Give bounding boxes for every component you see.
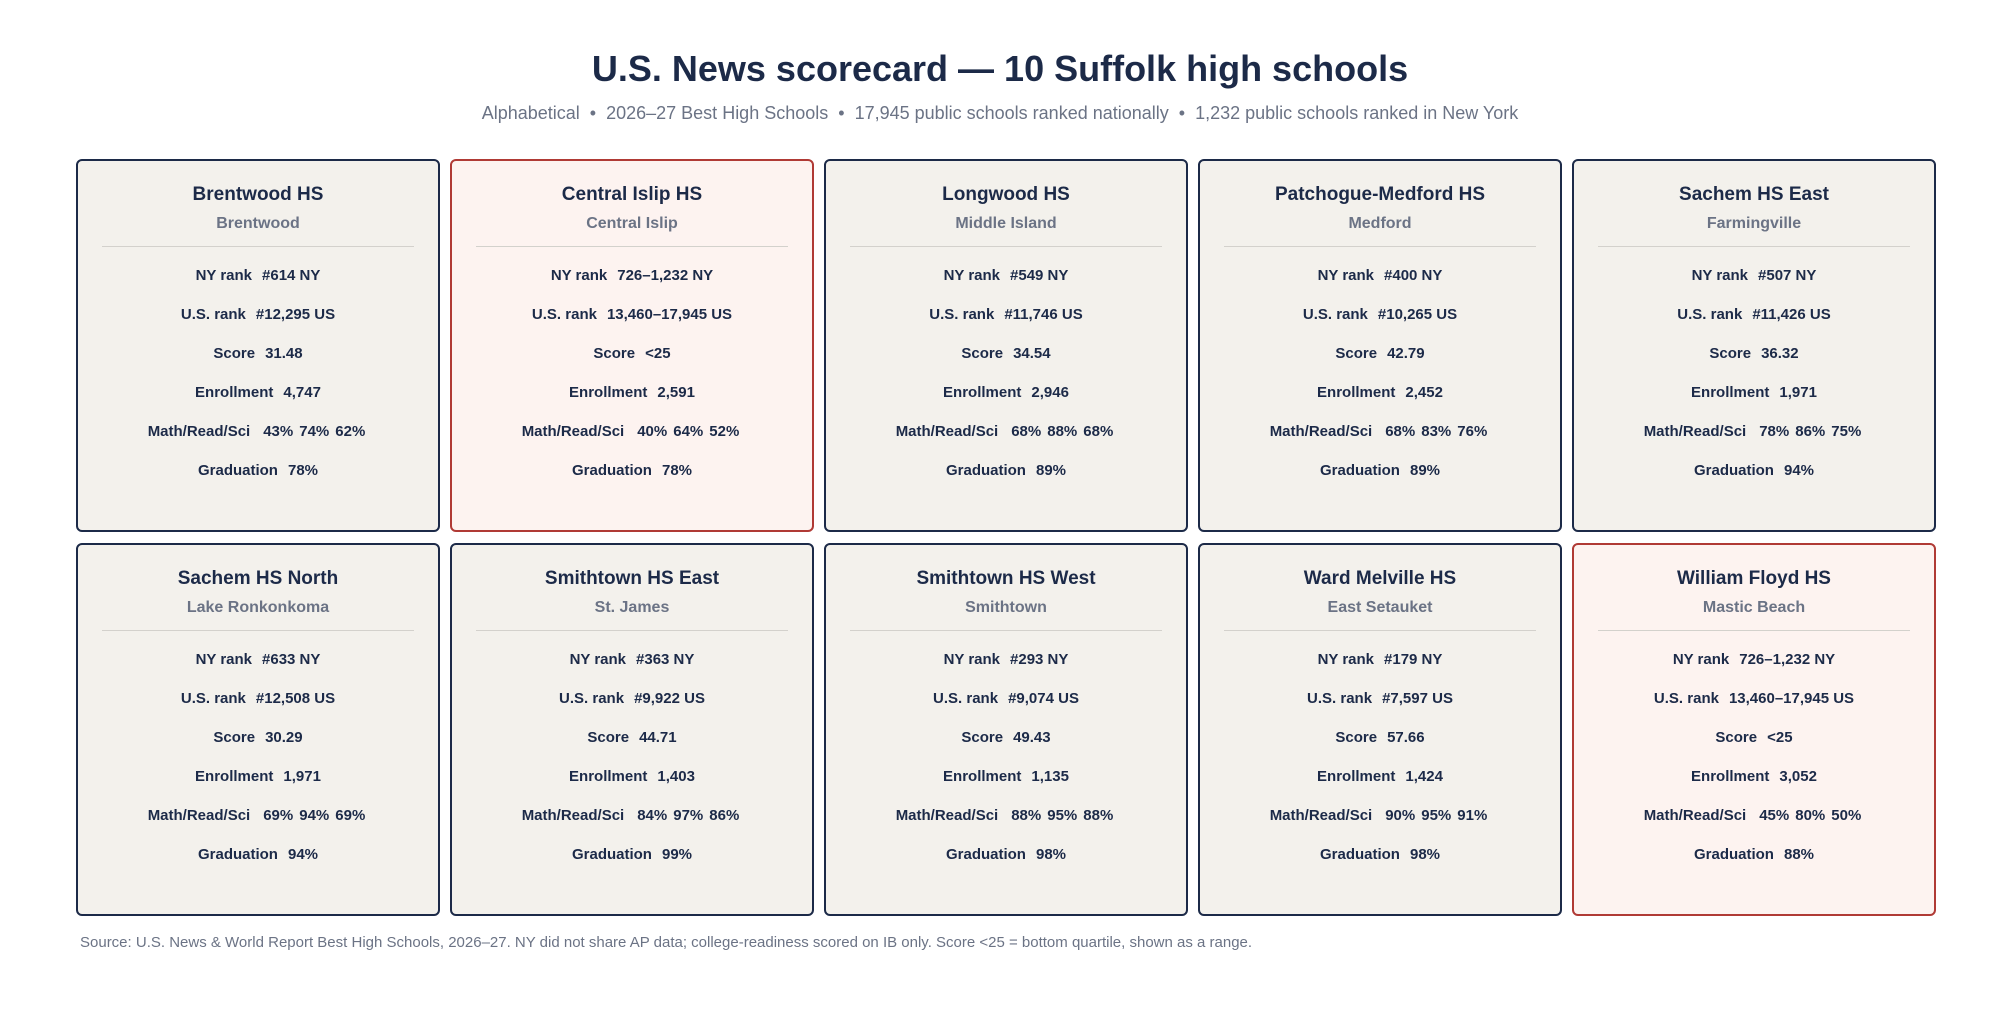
score-row <box>1598 343 1910 382</box>
school-town: St. James <box>594 599 670 616</box>
enrollment-row <box>1224 382 1536 421</box>
enrollment-row-label: Enrollment <box>195 384 274 401</box>
school-town: Smithtown <box>965 599 1047 616</box>
math-read-sci-row <box>1598 421 1910 460</box>
school-town: Brentwood <box>216 215 300 232</box>
enrollment-row-label: Enrollment <box>195 768 274 785</box>
math-read-sci-label: Math/Read/Sci <box>521 423 625 440</box>
score-row-label: Score <box>1335 729 1378 746</box>
school-town: Mastic Beach <box>1702 599 1806 616</box>
ny-rank-row-value: #507 NY <box>1758 267 1817 284</box>
enrollment-row <box>1598 766 1910 805</box>
ny-rank-row-value: 726–1,232 NY <box>1739 651 1836 668</box>
school-card <box>450 543 814 916</box>
score-row-value: <25 <box>645 345 671 362</box>
score-row-label: Score <box>213 729 256 746</box>
read-value: 97% <box>673 807 704 824</box>
math-read-sci-row <box>476 421 788 460</box>
graduation-row-label: Graduation <box>197 462 278 479</box>
school-card <box>824 159 1188 532</box>
enrollment-row <box>476 382 788 421</box>
enrollment-row <box>850 382 1162 421</box>
graduation-row <box>850 460 1162 499</box>
sci-value: 62% <box>335 423 366 440</box>
read-value: 95% <box>1047 807 1078 824</box>
subtitle-separator: • <box>838 103 845 123</box>
score-row <box>476 343 788 382</box>
graduation-row-label: Graduation <box>1319 462 1400 479</box>
enrollment-row-label: Enrollment <box>1317 384 1396 401</box>
us-rank-row-value: 13,460–17,945 US <box>1728 690 1855 707</box>
ny-rank-row-label: NY rank <box>195 651 253 668</box>
graduation-row-label: Graduation <box>945 462 1026 479</box>
sci-value: 69% <box>335 807 366 824</box>
school-card <box>1198 159 1562 532</box>
read-value: 64% <box>673 423 704 440</box>
school-card <box>1572 159 1936 532</box>
sci-value: 68% <box>1083 423 1114 440</box>
score-row <box>102 343 414 382</box>
school-town: Farmingville <box>1706 215 1802 232</box>
sci-value: 50% <box>1831 807 1862 824</box>
score-row-value: 42.79 <box>1387 345 1425 362</box>
sci-value: 86% <box>709 807 740 824</box>
graduation-row-value: 94% <box>287 846 319 863</box>
ny-rank-row-label: NY rank <box>550 267 608 284</box>
ny-rank-row-value: 726–1,232 NY <box>617 267 714 284</box>
school-card <box>1572 543 1936 916</box>
ny-rank-row-value: #633 NY <box>262 651 321 668</box>
enrollment-row-value: 2,591 <box>657 384 695 401</box>
enrollment-row-value: 3,052 <box>1779 768 1817 785</box>
enrollment-row-value: 1,424 <box>1405 768 1443 785</box>
school-card <box>76 159 440 532</box>
graduation-row <box>476 844 788 883</box>
enrollment-row <box>1224 766 1536 805</box>
us-rank-row-label: U.S. rank <box>1653 690 1719 707</box>
graduation-row-value: 94% <box>1783 462 1815 479</box>
subtitle-part: 17,945 public schools ranked nationally <box>854 103 1169 123</box>
ny-rank-row <box>850 265 1162 304</box>
school-name: Central Islip HS <box>561 184 703 205</box>
page-title: U.S. News scorecard — 10 Suffolk high schools <box>591 48 1409 89</box>
graduation-row <box>1598 460 1910 499</box>
math-read-sci-row <box>102 421 414 460</box>
read-value: 95% <box>1421 807 1452 824</box>
read-value: 94% <box>299 807 330 824</box>
score-row <box>850 727 1162 766</box>
scorecard-grid <box>76 159 1936 916</box>
ny-rank-row-label: NY rank <box>569 651 627 668</box>
graduation-row-value: 89% <box>1409 462 1441 479</box>
math-read-sci-label: Math/Read/Sci <box>147 807 251 824</box>
ny-rank-row-label: NY rank <box>943 267 1001 284</box>
score-row <box>476 727 788 766</box>
math-value: 90% <box>1385 807 1416 824</box>
math-value: 45% <box>1759 807 1790 824</box>
math-read-sci-row <box>102 805 414 844</box>
ny-rank-row-value: #293 NY <box>1010 651 1069 668</box>
ny-rank-row-label: NY rank <box>195 267 253 284</box>
math-read-sci-row <box>476 805 788 844</box>
math-value: 68% <box>1385 423 1416 440</box>
graduation-row-value: 78% <box>287 462 319 479</box>
sci-value: 88% <box>1083 807 1114 824</box>
ny-rank-row-label: NY rank <box>1691 267 1749 284</box>
us-rank-row-label: U.S. rank <box>929 306 995 323</box>
ny-rank-row-value: #363 NY <box>636 651 695 668</box>
score-row-value: 36.32 <box>1761 345 1799 362</box>
enrollment-row-label: Enrollment <box>569 384 648 401</box>
score-row <box>1224 727 1536 766</box>
graduation-row-value: 99% <box>661 846 693 863</box>
math-value: 78% <box>1759 423 1790 440</box>
us-rank-row-value: #10,265 US <box>1377 306 1458 323</box>
us-rank-row-label: U.S. rank <box>531 306 597 323</box>
card-divider <box>850 246 1162 247</box>
graduation-row-value: 78% <box>661 462 693 479</box>
ny-rank-row-label: NY rank <box>943 651 1001 668</box>
enrollment-row-value: 2,452 <box>1405 384 1443 401</box>
graduation-row-value: 98% <box>1409 846 1441 863</box>
page-subtitle <box>0 103 2000 124</box>
score-row-value: 30.29 <box>265 729 303 746</box>
graduation-row <box>1224 844 1536 883</box>
graduation-row-label: Graduation <box>1319 846 1400 863</box>
score-row-label: Score <box>213 345 256 362</box>
ny-rank-row <box>850 649 1162 688</box>
math-read-sci-label: Math/Read/Sci <box>1643 423 1747 440</box>
ny-rank-row <box>1598 265 1910 304</box>
us-rank-row-value: #12,508 US <box>255 690 336 707</box>
math-read-sci-label: Math/Read/Sci <box>895 423 999 440</box>
school-name: Sachem HS North <box>177 568 339 589</box>
school-name: Patchogue-Medford HS <box>1274 184 1486 205</box>
score-row-label: Score <box>961 729 1004 746</box>
graduation-row <box>476 460 788 499</box>
enrollment-row <box>476 766 788 805</box>
subtitle-part: 1,232 public schools ranked in New York <box>1195 103 1519 123</box>
graduation-row-label: Graduation <box>945 846 1026 863</box>
ny-rank-row-value: #179 NY <box>1384 651 1443 668</box>
sci-value: 91% <box>1457 807 1488 824</box>
school-name: William Floyd HS <box>1677 568 1831 589</box>
score-row-value: 49.43 <box>1013 729 1051 746</box>
math-value: 68% <box>1011 423 1042 440</box>
ny-rank-row-value: #400 NY <box>1384 267 1443 284</box>
math-read-sci-row <box>1224 421 1536 460</box>
enrollment-row-value: 1,971 <box>1779 384 1817 401</box>
score-row-label: Score <box>587 729 630 746</box>
us-rank-row <box>1598 304 1910 343</box>
ny-rank-row <box>1224 265 1536 304</box>
math-value: 84% <box>637 807 668 824</box>
graduation-row-value: 88% <box>1783 846 1815 863</box>
school-town: Middle Island <box>955 215 1057 232</box>
sci-value: 52% <box>709 423 740 440</box>
ny-rank-row <box>476 649 788 688</box>
school-name: Smithtown HS West <box>916 568 1096 589</box>
card-divider <box>1224 246 1536 247</box>
card-divider <box>1224 630 1536 631</box>
us-rank-row-value: #11,426 US <box>1752 306 1831 323</box>
us-rank-row <box>850 304 1162 343</box>
school-town: Central Islip <box>586 215 678 232</box>
enrollment-row-label: Enrollment <box>1691 384 1770 401</box>
math-read-sci-label: Math/Read/Sci <box>1643 807 1747 824</box>
score-row-value: <25 <box>1767 729 1793 746</box>
ny-rank-row-value: #614 NY <box>262 267 321 284</box>
math-value: 69% <box>263 807 294 824</box>
enrollment-row-label: Enrollment <box>1317 768 1396 785</box>
sci-value: 76% <box>1457 423 1488 440</box>
subtitle-part: 2026–27 Best High Schools <box>606 103 829 123</box>
math-read-sci-label: Math/Read/Sci <box>895 807 999 824</box>
graduation-row <box>102 460 414 499</box>
us-rank-row-label: U.S. rank <box>1677 306 1743 323</box>
us-rank-row-label: U.S. rank <box>559 690 625 707</box>
card-divider <box>102 246 414 247</box>
card-divider <box>1598 246 1910 247</box>
graduation-row-label: Graduation <box>1693 846 1774 863</box>
graduation-row <box>850 844 1162 883</box>
us-rank-row-value: #7,597 US <box>1382 690 1453 707</box>
ny-rank-row <box>102 265 414 304</box>
math-read-sci-row <box>850 805 1162 844</box>
math-read-sci-label: Math/Read/Sci <box>1269 423 1373 440</box>
us-rank-row <box>1598 688 1910 727</box>
school-name: Ward Melville HS <box>1303 568 1457 589</box>
score-row-label: Score <box>961 345 1004 362</box>
us-rank-row <box>1224 304 1536 343</box>
math-read-sci-label: Math/Read/Sci <box>147 423 251 440</box>
enrollment-row-value: 4,747 <box>283 384 321 401</box>
score-row-value: 57.66 <box>1387 729 1425 746</box>
sci-value: 75% <box>1831 423 1862 440</box>
us-rank-row-value: #9,922 US <box>634 690 705 707</box>
score-row-value: 44.71 <box>639 729 677 746</box>
math-read-sci-label: Math/Read/Sci <box>1269 807 1373 824</box>
score-row <box>102 727 414 766</box>
math-read-sci-row <box>850 421 1162 460</box>
school-name: Smithtown HS East <box>544 568 720 589</box>
ny-rank-row <box>476 265 788 304</box>
enrollment-row <box>1598 382 1910 421</box>
card-divider <box>476 630 788 631</box>
enrollment-row-value: 1,135 <box>1031 768 1069 785</box>
school-card <box>1198 543 1562 916</box>
us-rank-row-label: U.S. rank <box>180 690 246 707</box>
enrollment-row-label: Enrollment <box>943 384 1022 401</box>
ny-rank-row <box>1598 649 1910 688</box>
enrollment-row-value: 1,971 <box>283 768 321 785</box>
school-town: Medford <box>1348 215 1412 232</box>
score-row-label: Score <box>593 345 636 362</box>
ny-rank-row-label: NY rank <box>1317 651 1375 668</box>
enrollment-row <box>850 766 1162 805</box>
graduation-row <box>1224 460 1536 499</box>
school-town: East Setauket <box>1327 599 1433 616</box>
ny-rank-row-label: NY rank <box>1317 267 1375 284</box>
math-value: 88% <box>1011 807 1042 824</box>
score-row-value: 31.48 <box>265 345 303 362</box>
score-row <box>850 343 1162 382</box>
us-rank-row-value: #9,074 US <box>1008 690 1079 707</box>
enrollment-row-value: 2,946 <box>1031 384 1069 401</box>
us-rank-row-label: U.S. rank <box>933 690 999 707</box>
school-town: Lake Ronkonkoma <box>186 599 330 616</box>
score-row-label: Score <box>1335 345 1378 362</box>
us-rank-row <box>850 688 1162 727</box>
read-value: 80% <box>1795 807 1826 824</box>
score-row-label: Score <box>1715 729 1758 746</box>
card-divider <box>850 630 1162 631</box>
school-name: Brentwood HS <box>192 184 324 205</box>
school-card <box>76 543 440 916</box>
enrollment-row <box>102 382 414 421</box>
us-rank-row <box>476 304 788 343</box>
us-rank-row-label: U.S. rank <box>1302 306 1368 323</box>
math-value: 43% <box>263 423 294 440</box>
enrollment-row-label: Enrollment <box>943 768 1022 785</box>
graduation-row-value: 89% <box>1035 462 1067 479</box>
card-divider <box>102 630 414 631</box>
math-read-sci-row <box>1598 805 1910 844</box>
graduation-row-value: 98% <box>1035 846 1067 863</box>
enrollment-row-value: 1,403 <box>657 768 695 785</box>
ny-rank-row <box>102 649 414 688</box>
us-rank-row-value: #12,295 US <box>255 306 336 323</box>
enrollment-row-label: Enrollment <box>1691 768 1770 785</box>
ny-rank-row-label: NY rank <box>1672 651 1730 668</box>
us-rank-row-value: 13,460–17,945 US <box>606 306 733 323</box>
graduation-row-label: Graduation <box>571 462 652 479</box>
us-rank-row-value: #11,746 US <box>1004 306 1083 323</box>
read-value: 83% <box>1421 423 1452 440</box>
ny-rank-row <box>1224 649 1536 688</box>
us-rank-row-label: U.S. rank <box>180 306 246 323</box>
graduation-row-label: Graduation <box>571 846 652 863</box>
school-name: Longwood HS <box>942 184 1070 205</box>
subtitle-separator: • <box>1178 103 1186 123</box>
graduation-row <box>1598 844 1910 883</box>
score-row <box>1598 727 1910 766</box>
subtitle-separator: • <box>589 103 597 123</box>
school-name: Sachem HS East <box>1679 184 1829 205</box>
enrollment-row-label: Enrollment <box>569 768 648 785</box>
math-read-sci-label: Math/Read/Sci <box>521 807 625 824</box>
ny-rank-row-value: #549 NY <box>1010 267 1069 284</box>
graduation-row <box>102 844 414 883</box>
source-note: Source: U.S. News & World Report Best High Schools, 2026–27. NY did not share AP data; college-readiness scored on IB only. Score <25 = bottom quartile, shown as a range. <box>80 934 1253 951</box>
us-rank-row <box>102 688 414 727</box>
graduation-row-label: Graduation <box>197 846 278 863</box>
score-row-label: Score <box>1709 345 1752 362</box>
read-value: 74% <box>299 423 330 440</box>
us-rank-row <box>476 688 788 727</box>
card-divider <box>1598 630 1910 631</box>
us-rank-row <box>1224 688 1536 727</box>
card-divider <box>476 246 788 247</box>
score-row-value: 34.54 <box>1013 345 1051 362</box>
us-rank-row-label: U.S. rank <box>1307 690 1373 707</box>
school-card <box>450 159 814 532</box>
us-rank-row <box>102 304 414 343</box>
enrollment-row <box>102 766 414 805</box>
math-read-sci-row <box>1224 805 1536 844</box>
math-value: 40% <box>637 423 668 440</box>
read-value: 86% <box>1795 423 1826 440</box>
score-row <box>1224 343 1536 382</box>
read-value: 88% <box>1047 423 1078 440</box>
school-card <box>824 543 1188 916</box>
graduation-row-label: Graduation <box>1693 462 1774 479</box>
subtitle-part: Alphabetical <box>481 103 580 123</box>
